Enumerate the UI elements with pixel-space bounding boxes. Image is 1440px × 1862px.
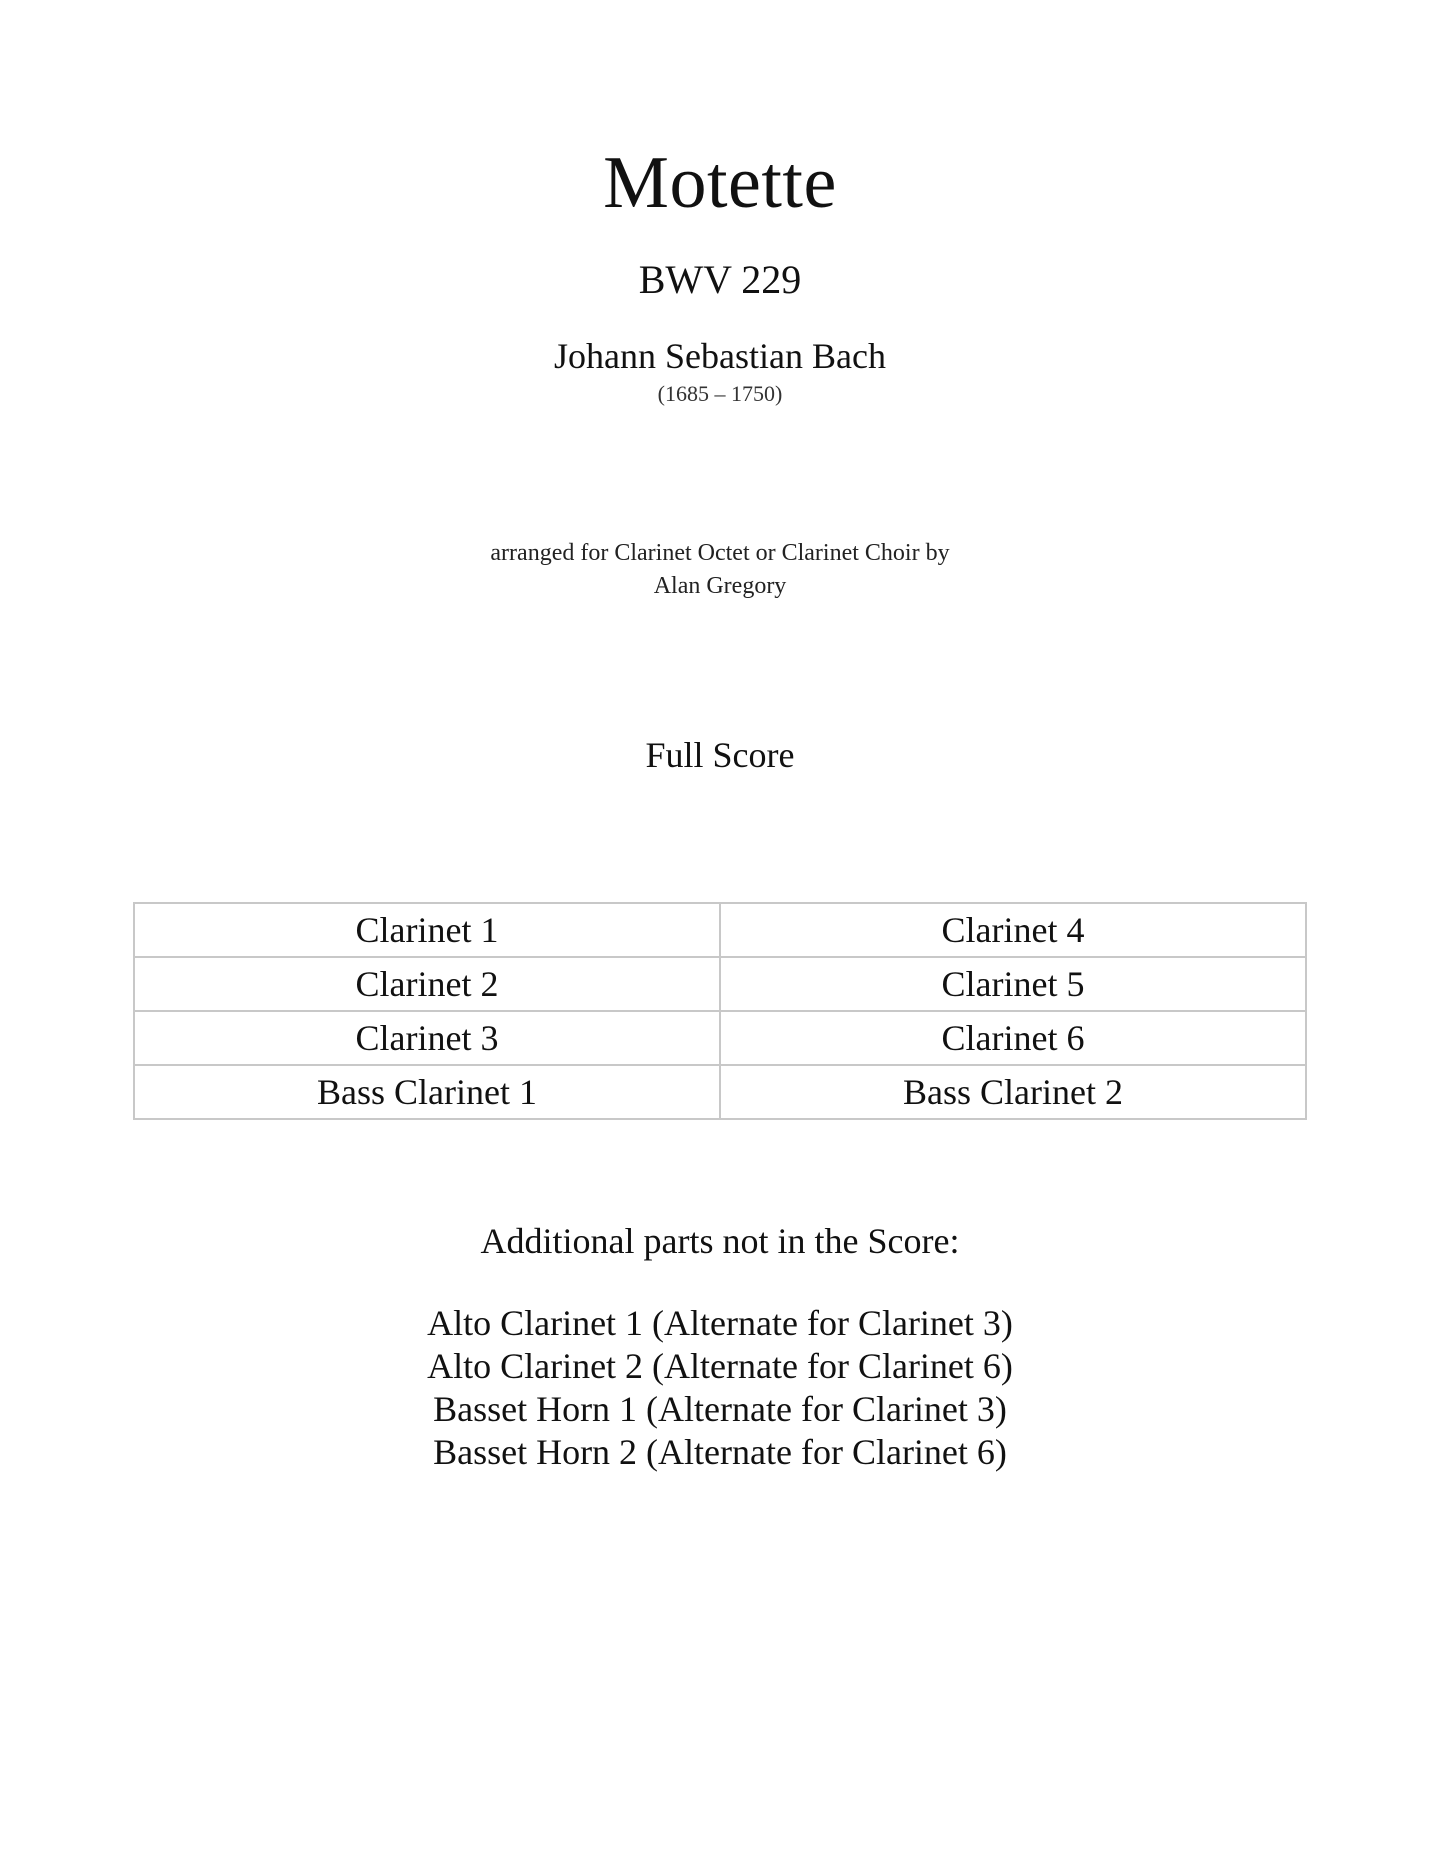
catalog-number: BWV 229 (638, 257, 802, 302)
part-cell: Clarinet 2 (134, 957, 720, 1011)
list-item: Basset Horn 2 (Alternate for Clarinet 6) (433, 1432, 1007, 1472)
piece-title: Motette (603, 142, 837, 224)
table-row (134, 1011, 1306, 1065)
part-cell: Clarinet 1 (134, 903, 720, 957)
part-cell: Bass Clarinet 2 (720, 1065, 1306, 1119)
table-row (134, 903, 1306, 957)
part-cell: Clarinet 5 (720, 957, 1306, 1011)
list-item: Basset Horn 1 (Alternate for Clarinet 3) (433, 1389, 1007, 1429)
composer-name: Johann Sebastian Bach (554, 336, 886, 376)
additional-parts-list (0, 1302, 1440, 1474)
arranger-name: Alan Gregory (653, 573, 787, 599)
additional-parts-heading: Additional parts not in the Score: (480, 1221, 960, 1261)
table-row (134, 1065, 1306, 1119)
list-item: Alto Clarinet 2 (Alternate for Clarinet 6) (427, 1346, 1013, 1386)
score-type: Full Score (645, 735, 795, 775)
part-cell: Bass Clarinet 1 (134, 1065, 720, 1119)
list-item: Alto Clarinet 1 (Alternate for Clarinet 3) (427, 1303, 1013, 1343)
part-cell: Clarinet 3 (134, 1011, 720, 1065)
part-cell: Clarinet 6 (720, 1011, 1306, 1065)
composer-dates: (1685 – 1750) (657, 381, 783, 406)
part-cell: Clarinet 4 (720, 903, 1306, 957)
instrument-parts-table (133, 902, 1307, 1120)
arrangement-credit: arranged for Clarinet Octet or Clarinet Choir by (490, 540, 950, 566)
table-row (134, 957, 1306, 1011)
